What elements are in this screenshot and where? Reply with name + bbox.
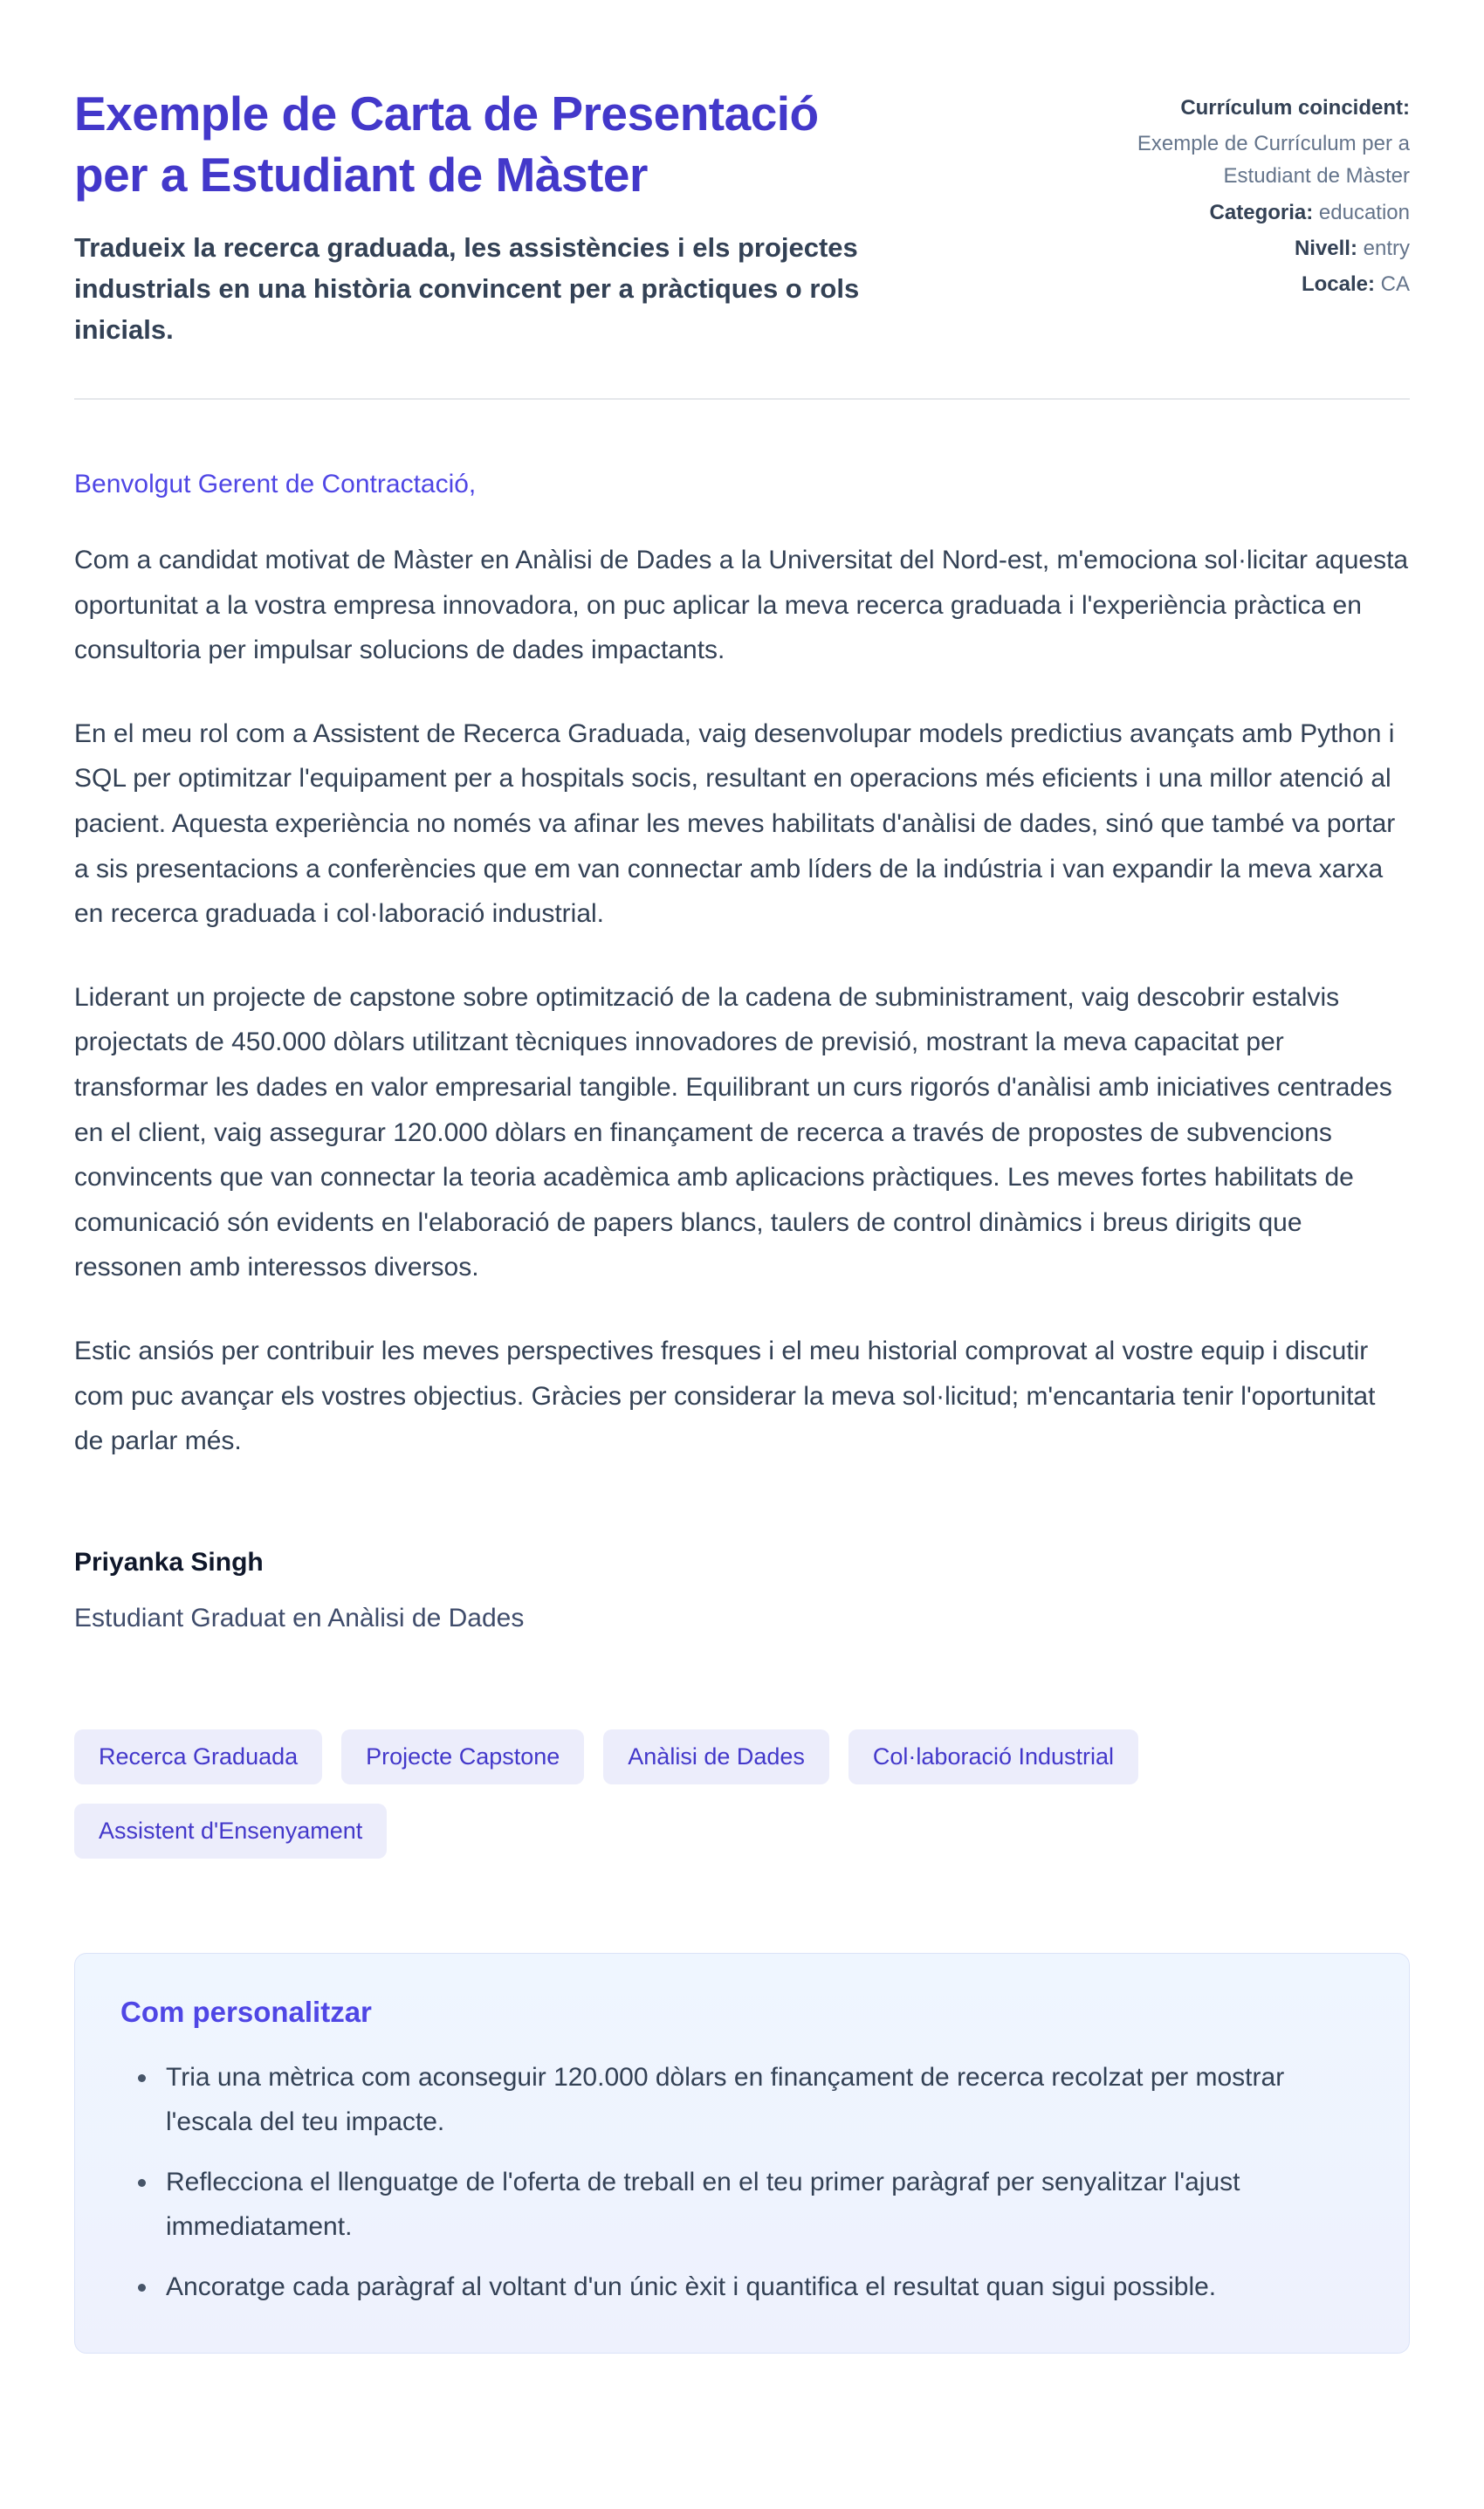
tag-chip[interactable]: Col·laboració Industrial	[848, 1729, 1138, 1784]
header-divider	[74, 398, 1410, 400]
tag-list	[74, 1729, 1209, 1859]
header-left	[74, 83, 895, 350]
tip-item: • Ancoratge cada paràgraf al voltant d'un únic èxit i quantifica el resultat quan sigui possible.	[159, 2265, 1364, 2309]
tips-list	[120, 2055, 1364, 2309]
meta-locale	[1096, 268, 1410, 300]
category-value: education	[1318, 200, 1410, 224]
meta-block	[1096, 83, 1410, 304]
tag-chip[interactable]: Assistent d'Ensenyament	[74, 1804, 387, 1859]
tag-chip[interactable]: Projecte Capstone	[341, 1729, 584, 1784]
meta-level	[1096, 232, 1410, 265]
level-value: entry	[1363, 236, 1410, 260]
level-label: Nivell:	[1294, 236, 1357, 260]
page-subtitle: Tradueix la recerca graduada, les assistències i els projectes industrials en una història convincent per a pràctiques o rols inicials.	[74, 231, 860, 345]
meta-category	[1096, 196, 1410, 229]
tip-item: • Reflecciona el llenguatge de l'oferta de treball en el teu primer paràgraf per senyalitzar l'ajust immediatament.	[159, 2160, 1364, 2249]
signature-name: Priyanka Singh	[74, 1547, 264, 1577]
tips-box	[74, 1953, 1410, 2354]
letter-paragraph: Estic ansiós per contribuir les meves perspectives fresques i el meu historial comprovat al vostre equip i discutir com puc avançar els vostres objectius. Gràcies per considerar la meva sol·licitud; m'encantaria tenir l'oportunitat de parlar més.	[74, 1337, 1376, 1456]
category-label: Categoria:	[1209, 200, 1314, 224]
locale-label: Locale:	[1301, 272, 1375, 296]
tips-title: Com personalitzar	[120, 1995, 372, 2028]
letter-paragraph: En el meu rol com a Assistent de Recerca Graduada, vaig desenvolupar models predictius avançats amb Python i SQL per optimitzar l'equipament per a hospitals socis, resultant en operacions més eficients i una millor atenció al pacient. Aquesta experiència no només va afinar les meves habilitats d'anàlisi de dades, sinó que també va portar a sis presentacions a conferències que em van connectar amb líders de la indústria i van expandir la meva xarxa en recerca graduada i col·laboració industrial.	[74, 718, 1396, 929]
signature-role: Estudiant Graduat en Anàlisi de Dades	[74, 1603, 525, 1633]
page-title: Exemple de Carta de Presentació per a Estudiant de Màster	[74, 86, 819, 203]
letter-greeting: Benvolgut Gerent de Contractació,	[74, 470, 477, 499]
letter-paragraph: Com a candidat motivat de Màster en Anàlisi de Dades a la Universitat del Nord-est, m'emociona sol·licitar aquesta oportunitat a la vostra empresa innovadora, on puc aplicar la meva recerca graduada i l'experiència pràctica en consultoria per impulsar solucions de dades impactants.	[74, 546, 1409, 665]
tip-item: • Tria una mètrica com aconseguir 120.000 dòlars en finançament de recerca recolzat per mostrar l'escala del teu impacte.	[159, 2055, 1364, 2144]
letter-paragraph: Liderant un projecte de capstone sobre optimització de la cadena de subministrament, vaig descobrir estalvis projectats de 450.000 dòlars utilitzant tècniques innovadores de previsió, mostrant la meva capacitat per transformar les dades en valor empresarial tangible. Equilibrant un curs rigorós d'anàlisi amb iniciatives centrades en el client, vaig assegurar 120.000 dòlars en finançament de recerca a través de propostes de subvencions convincents que van connectar la teoria acadèmica amb aplicacions pràctiques. Les meves fortes habilitats de comunicació són evidents en l'elaboració de papers blancs, taulers de control dinàmics i breus dirigits que ressonen amb interessos diversos.	[74, 982, 1392, 1282]
letter-body	[74, 538, 1410, 1464]
tag-chip[interactable]: Recerca Graduada	[74, 1729, 322, 1784]
header	[74, 83, 1410, 350]
locale-value: CA	[1380, 272, 1410, 296]
letter	[74, 470, 1410, 1633]
matching-resume-value: Exemple de Currículum per a Estudiant de Màster	[1137, 132, 1410, 189]
tag-chip[interactable]: Anàlisi de Dades	[603, 1729, 829, 1784]
matching-resume-label: Currículum coincident:	[1180, 96, 1410, 120]
